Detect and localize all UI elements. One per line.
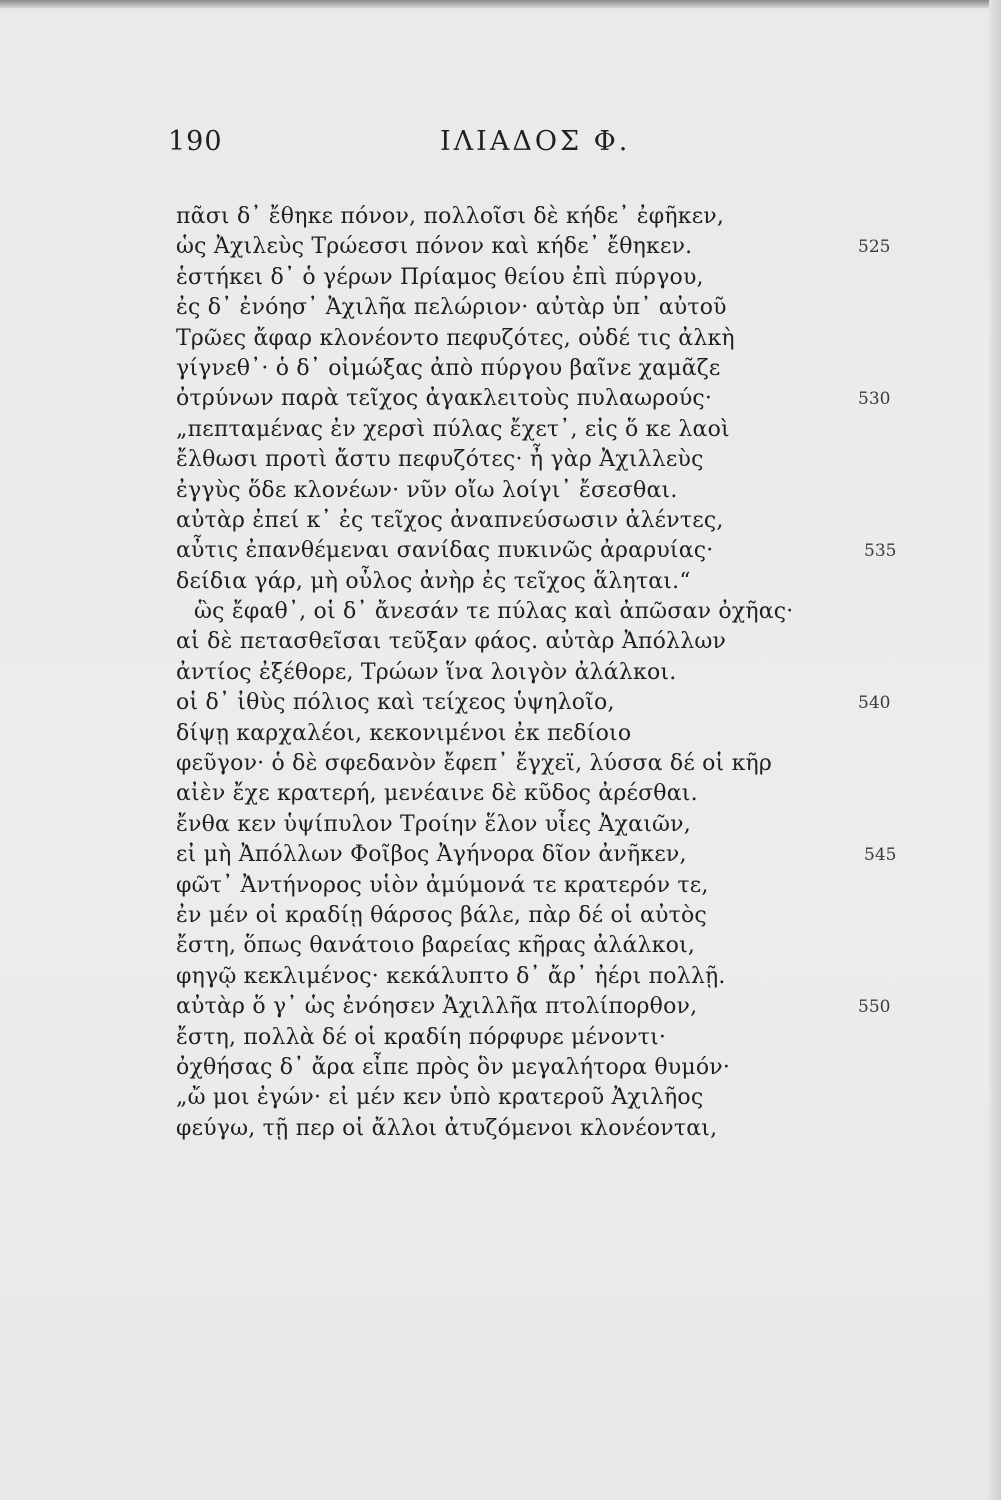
verse-line [0, 415, 1001, 445]
verse-line [0, 962, 1001, 992]
verse-line [0, 445, 1001, 475]
verse-line [0, 810, 1001, 840]
verse-text: εἰ μὴ Ἀπόλλων Φοῖβος Ἀγήνορα δῖον ἀνῆκεν, [176, 842, 687, 868]
line-number: 540 [858, 693, 891, 714]
verse-text: δίψῃ καρχαλέοι, κεκονιμένοι ἐκ πεδίοιο [176, 720, 632, 746]
verse-block [0, 202, 1001, 1144]
verse-line [0, 688, 1001, 718]
verse-text: γίγνεθ᾽· ὁ δ᾽ οἰμώξας ἀπὸ πύργου βαῖνε χαμᾶζε [176, 355, 721, 381]
page-number: 190 [168, 126, 223, 157]
verse-line [0, 324, 1001, 354]
verse-line [0, 840, 1001, 870]
verse-text: Τρῶες ἄφαρ κλονέοντο πεφυζότες, οὐδέ τις ἀλκὴ [176, 325, 735, 351]
line-number: 530 [858, 389, 891, 410]
verse-text: ὀτρύνων παρὰ τεῖχος ἀγακλειτοὺς πυλαωρούς· [176, 386, 713, 412]
line-number: 550 [858, 997, 891, 1018]
verse-line [0, 232, 1001, 262]
verse-text: ἑστήκει δ᾽ ὁ γέρων Πρίαμος θείου ἐπὶ πύργου, [176, 264, 704, 290]
verse-text: αὖτις ἐπανθέμεναι σανίδας πυκινῶς ἀραρυίας· [176, 538, 714, 564]
verse-line [0, 476, 1001, 506]
verse-text: οἱ δ᾽ ἰθὺς πόλιος καὶ τείχεος ὑψηλοῖο, [176, 690, 615, 716]
verse-text: φεύγω, τῇ περ οἱ ἄλλοι ἀτυζόμενοι κλονέονται, [176, 1115, 718, 1141]
verse-text: ἐν μέν οἱ κραδίῃ θάρσος βάλε, πὰρ δέ οἱ αὐτὸς [176, 902, 707, 928]
verse-text: ὡς Ἀχιλεὺς Τρώεσσι πόνον καὶ κήδε᾽ ἔθηκεν. [176, 234, 693, 260]
verse-line [0, 597, 1001, 627]
verse-line [0, 658, 1001, 688]
verse-text: ἀντίος ἐξέθορε, Τρώων ἵνα λοιγὸν ἀλάλκοι. [176, 659, 677, 685]
verse-text: φεῦγον· ὁ δὲ σφεδανὸν ἔφεπ᾽ ἔγχεϊ, λύσσα δέ οἱ κῆρ [176, 751, 773, 777]
verse-text: αἰὲν ἔχε κρατερή, μενέαινε δὲ κῦδος ἀρέσθαι. [176, 781, 698, 807]
verse-text: ἐς δ᾽ ἐνόησ᾽ Ἀχιλῆα πελώριον· αὐτὰρ ὑπ᾽ αὐτοῦ [176, 295, 727, 321]
verse-text: ἔνθα κεν ὑψίπυλον Τροίην ἕλον υἷες Ἀχαιῶν, [176, 811, 691, 837]
verse-text: ὣς ἔφαθ᾽, οἱ δ᾽ ἄνεσάν τε πύλας καὶ ἀπῶσαν ὀχῆας· [194, 599, 794, 625]
verse-text: αἱ δὲ πετασθεῖσαι τεῦξαν φάος. αὐτὰρ Ἀπόλλων [176, 629, 727, 655]
line-number: 545 [864, 845, 897, 866]
verse-text: „ὤ μοι ἐγών· εἰ μέν κεν ὑπὸ κρατεροῦ Ἀχιλῆος [176, 1085, 704, 1111]
verse-line [0, 1023, 1001, 1053]
verse-line [0, 931, 1001, 961]
verse-line [0, 293, 1001, 323]
verse-text: φῶτ᾽ Ἀντήνορος υἱὸν ἀμύμονά τε κρατερόν τε, [176, 872, 709, 898]
verse-text: „πεπταμένας ἐν χερσὶ πύλας ἔχετ᾽, εἰς ὅ κε λαοὶ [176, 416, 730, 442]
verse-text: ἔστη, ὅπως θανάτοιο βαρείας κῆρας ἀλάλκοι, [176, 933, 696, 959]
line-number: 535 [864, 541, 897, 562]
line-number: 525 [858, 237, 891, 258]
verse-line [0, 992, 1001, 1022]
verse-line [0, 536, 1001, 566]
verse-text: αὐτὰρ ἐπεί κ᾽ ἐς τεῖχος ἀναπνεύσωσιν ἀλέντες, [176, 507, 724, 533]
verse-text: φηγῷ κεκλιμένος· κεκάλυπτο δ᾽ ἄρ᾽ ἠέρι πολλῇ. [176, 963, 726, 989]
verse-text: ἔστη, πολλὰ δέ οἱ κραδίη πόρφυρε μένοντι· [176, 1024, 667, 1050]
verse-line [0, 202, 1001, 232]
verse-line [0, 1053, 1001, 1083]
verse-line [0, 506, 1001, 536]
verse-line [0, 719, 1001, 749]
verse-text: πᾶσι δ᾽ ἔθηκε πόνον, πολλοῖσι δὲ κήδε᾽ ἐφῆκεν, [176, 204, 725, 229]
verse-line [0, 749, 1001, 779]
verse-line [0, 567, 1001, 597]
verse-line [0, 384, 1001, 414]
verse-line [0, 779, 1001, 809]
verse-text: ἐγγὺς ὅδε κλονέων· νῦν οἴω λοίγι᾽ ἔσεσθαι. [176, 477, 678, 503]
verse-text: ὀχθήσας δ᾽ ἄρα εἶπε πρὸς ὃν μεγαλήτορα θυμόν· [176, 1054, 731, 1080]
verse-line [0, 1114, 1001, 1144]
verse-text: ἔλθωσι προτὶ ἄστυ πεφυζότες· ἦ γὰρ Ἀχιλλεὺς [176, 447, 704, 473]
verse-line [0, 901, 1001, 931]
verse-line [0, 871, 1001, 901]
verse-text: αὐτὰρ ὅ γ᾽ ὡς ἐνόησεν Ἀχιλλῆα πτολίπορθον, [176, 994, 698, 1020]
page-header [0, 126, 1001, 170]
verse-text: δείδια γάρ, μὴ οὖλος ἀνὴρ ἐς τεῖχος ἅληται.“ [176, 568, 691, 594]
verse-line [0, 1083, 1001, 1113]
verse-line [0, 263, 1001, 293]
running-title: ΙΛΙΑΔΟΣ Φ. [440, 126, 631, 157]
verse-line [0, 627, 1001, 657]
verse-line [0, 354, 1001, 384]
page-top-edge [0, 0, 1001, 8]
